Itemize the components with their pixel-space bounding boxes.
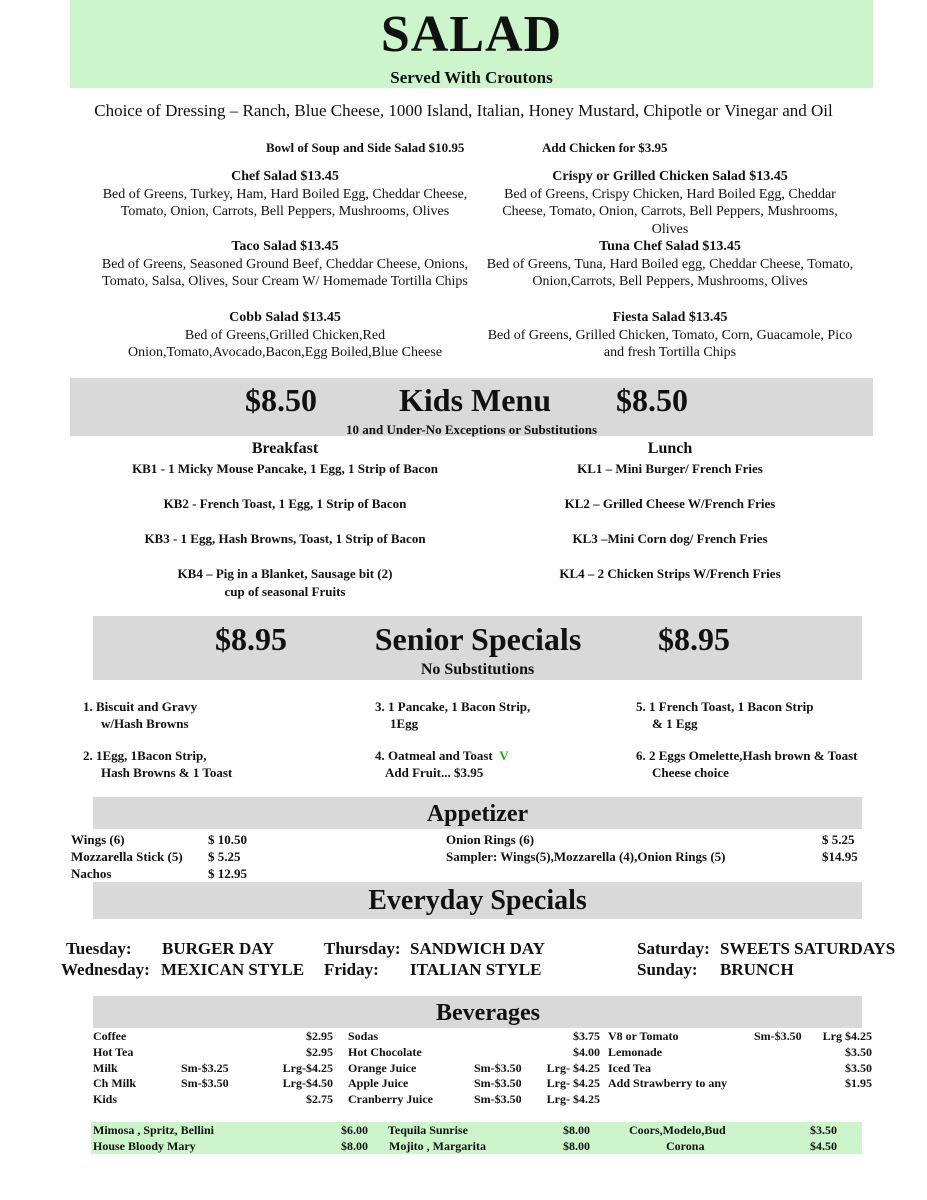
beverage-price: Lrg-$4.50 (282, 1076, 333, 1091)
beverage-price: $2.95 (306, 1029, 333, 1043)
beverage-small-price: Sm-$3.50 (474, 1092, 522, 1107)
beverage-price: Lrg-$4.25 (282, 1060, 333, 1075)
senior-item-4 (375, 747, 615, 781)
special-name: BURGER DAY (162, 939, 275, 958)
beverage-name: Sodas (348, 1029, 379, 1043)
salad-item-chicken (484, 168, 856, 238)
beverage-price: Lrg- $4.25 (546, 1076, 600, 1091)
senior-item-6 (636, 747, 921, 781)
special-day: Saturday: (637, 939, 710, 958)
beverage-small-price: Sm-$3.50 (474, 1060, 522, 1075)
everyday-title: Everyday Specials (368, 885, 587, 916)
beverage-price: $3.50 (845, 1044, 872, 1059)
kids-price-left: $8.50 (245, 382, 317, 418)
kids-breakfast-item-cont: cup of seasonal Fruits (224, 584, 346, 599)
beverage-name: Kids (93, 1092, 118, 1107)
senior-price-left: $8.95 (215, 621, 287, 657)
special-name: SANDWICH DAY (410, 939, 545, 958)
drinks-row (93, 1139, 863, 1155)
special-day: Thursday: (324, 939, 401, 958)
senior-item-3 (375, 698, 615, 732)
kids-note: 10 and Under-No Exceptions or Substitutions (345, 422, 598, 437)
beverage-name: Cranberry Juice (348, 1092, 433, 1107)
salad-item-desc: Bed of Greens, Grilled Chicken, Tomato, Corn, Guacamole, Pico and fresh Tortilla Chips (487, 327, 853, 360)
appetizer-price: $ 10.50 (208, 832, 247, 847)
drink-name: House Bloody Mary (93, 1139, 196, 1153)
kids-breakfast-item: KB3 - 1 Egg, Hash Browns, Toast, 1 Strip of Bacon (144, 531, 426, 546)
add-chicken: Add Chicken for $3.95 (542, 140, 668, 155)
salad-item-name: Crispy or Grilled Chicken Salad $13.45 (552, 169, 788, 184)
senior-item-line: 1. Biscuit and Gravy (83, 699, 198, 714)
kids-breakfast-label: Breakfast (251, 440, 319, 457)
salad-item-name: Chef Salad $13.45 (231, 169, 339, 184)
kids-price-right: $8.50 (616, 382, 688, 418)
special-day: Sunday: (637, 960, 698, 979)
senior-item-line: Hash Browns & 1 Toast (101, 765, 233, 780)
beverage-small-price: Sm-$3.50 (181, 1076, 229, 1091)
beverage-name: V8 or Tomato (608, 1029, 679, 1043)
senior-item-line: & 1 Egg (652, 716, 698, 731)
kids-lunch-label: Lunch (647, 440, 693, 457)
drink-price: $8.00 (563, 1123, 590, 1137)
special-name: ITALIAN STYLE (410, 960, 542, 979)
senior-item-line: 1Egg (390, 716, 419, 731)
kids-breakfast-item: KB1 - 1 Micky Mouse Pancake, 1 Egg, 1 Strip of Bacon (132, 461, 438, 476)
beverage-row (608, 1061, 872, 1077)
kids-lunch-item: KL3 –Mini Corn dog/ French Fries (572, 531, 768, 546)
kids-lunch-item: KL2 – Grilled Cheese W/French Fries (564, 496, 776, 511)
beverage-name: Coffee (93, 1029, 127, 1043)
drink-name: Mimosa , Spritz, Bellini (93, 1123, 214, 1137)
beverage-name: Lemonade (608, 1044, 662, 1059)
drink-name: Corona (666, 1139, 705, 1153)
special-name: BRUNCH (720, 960, 794, 979)
kids-title: Kids Menu (398, 382, 552, 418)
beverage-row (93, 1061, 333, 1077)
beverage-price: Lrg- $4.25 (546, 1060, 600, 1075)
salad-item-chef (100, 168, 470, 221)
salad-item-name: Taco Salad $13.45 (231, 239, 339, 254)
salad-title: SALAD (380, 6, 563, 63)
appetizer-title: Appetizer (426, 801, 529, 827)
salad-item-desc: Bed of Greens, Seasoned Ground Beef, Cheddar Cheese, Onions, Tomato, Salsa, Olives, Sour Cream W/ Homemade Tortilla Chips (101, 256, 469, 289)
senior-item-line: 5. 1 French Toast, 1 Bacon Strip (636, 699, 814, 714)
kids-breakfast-item: KB2 - French Toast, 1 Egg, 1 Strip of Bacon (163, 496, 407, 511)
beverage-price: Lrg- $4.25 (546, 1092, 600, 1107)
vegetarian-mark: V (499, 748, 509, 763)
drink-price: $6.00 (341, 1123, 368, 1137)
drink-name: Coors,Modelo,Bud (629, 1123, 726, 1137)
beverage-row (608, 1076, 872, 1092)
beverage-row (93, 1076, 333, 1092)
drink-name: Tequila Sunrise (388, 1123, 468, 1137)
appetizer-name: Onion Rings (6) (446, 832, 535, 847)
salad-item-desc: Bed of Greens,Grilled Chicken,Red Onion,Tomato,Avocado,Bacon,Egg Boiled,Blue Cheese (127, 327, 443, 360)
beverage-small-price: Sm-$3.25 (181, 1060, 229, 1075)
appetizer-name: Mozzarella Stick (5) (71, 849, 183, 864)
senior-item-1 (83, 698, 353, 732)
senior-item-line: 3. 1 Pancake, 1 Bacon Strip, (375, 699, 531, 714)
beverage-row (348, 1061, 600, 1077)
senior-item-line: Cheese choice (652, 765, 729, 780)
beverage-row (608, 1045, 872, 1061)
senior-item-line: w/Hash Browns (101, 716, 189, 731)
appetizer-name: Wings (6) (71, 832, 125, 847)
special-day: Tuesday: (66, 939, 132, 958)
soup-salad-combo: Bowl of Soup and Side Salad $10.95 (266, 140, 465, 155)
beverage-price: $3.50 (845, 1060, 872, 1075)
beverage-price: $2.75 (306, 1092, 333, 1107)
beverage-name: Hot Tea (93, 1044, 134, 1059)
dressing-choices: Choice of Dressing – Ranch, Blue Cheese, 1000 Island, Italian, Honey Mustard, Chipotle or Vinegar and Oil (94, 101, 833, 120)
appetizer-price: $ 12.95 (208, 866, 247, 881)
senior-item-line: Add Fruit... $3.95 (385, 765, 484, 780)
beverage-row (348, 1076, 600, 1092)
appetizer-price: $ 5.25 (208, 849, 241, 864)
drink-name: Mojito , Margarita (389, 1139, 486, 1153)
beverage-row (348, 1045, 600, 1061)
beverage-name: Iced Tea (608, 1060, 652, 1075)
beverage-price: Lrg $4.25 (822, 1029, 872, 1043)
beverage-col-2 (348, 1029, 600, 1108)
appetizer-name: Nachos (71, 866, 112, 881)
beverage-col-3 (608, 1029, 872, 1092)
beverage-col-1 (93, 1029, 333, 1108)
beverage-row (348, 1092, 600, 1108)
beverage-name: Hot Chocolate (348, 1044, 422, 1059)
drink-price: $3.50 (810, 1123, 837, 1137)
beverage-row (93, 1029, 333, 1045)
drink-price: $4.50 (810, 1139, 837, 1153)
beverage-price: $4.00 (573, 1044, 600, 1059)
drink-price: $8.00 (563, 1139, 590, 1153)
appetizer-price: $14.95 (822, 849, 858, 864)
salad-item-desc: Bed of Greens, Turkey, Ham, Hard Boiled Egg, Cheddar Cheese, Tomato, Onion, Carrots, Bell Peppers, Mushrooms, Olives (102, 186, 468, 219)
kids-lunch-item: KL1 – Mini Burger/ French Fries (577, 461, 763, 476)
senior-item-2 (83, 747, 353, 781)
beverage-price: $3.75 (573, 1029, 600, 1043)
beverage-name: Add Strawberry to any (608, 1076, 727, 1091)
beverage-small-price: Sm-$3.50 (754, 1029, 802, 1043)
senior-item-line (375, 747, 615, 764)
beverage-name: Apple Juice (348, 1076, 409, 1091)
appetizer-name: Sampler: Wings(5),Mozzarella (4),Onion Rings (5) (446, 849, 726, 864)
special-day: Friday: (324, 960, 379, 979)
special-name: SWEETS SATURDAYS (720, 939, 896, 958)
salad-item-name: Tuna Chef Salad $13.45 (599, 239, 741, 254)
salad-item-desc: Bed of Greens, Tuna, Hard Boiled egg, Cheddar Cheese, Tomato, Onion,Carrots, Bell Peppers, Mushrooms, Olives (486, 256, 854, 289)
beverage-price: $2.95 (306, 1044, 333, 1059)
beverage-small-price: Sm-$3.50 (474, 1076, 522, 1091)
beverage-row (93, 1092, 333, 1108)
salad-item-cobb (100, 309, 470, 362)
appetizer-price: $ 5.25 (822, 832, 855, 847)
beverage-row (93, 1045, 333, 1061)
salad-subtitle: Served With Croutons (390, 68, 553, 87)
salad-item-fiesta (484, 309, 856, 362)
senior-price-right: $8.95 (658, 621, 730, 657)
beverages-title: Beverages (436, 1000, 540, 1026)
special-name: MEXICAN STYLE (161, 960, 305, 979)
beverage-name: Orange Juice (348, 1060, 417, 1075)
drink-price: $8.00 (341, 1139, 368, 1153)
beverage-name: Milk (93, 1060, 118, 1075)
special-day: Wednesday: (61, 960, 150, 979)
kids-lunch-item: KL4 – 2 Chicken Strips W/French Fries (559, 566, 781, 581)
beverage-name: Ch Milk (93, 1076, 137, 1091)
salad-item-name: Fiesta Salad $13.45 (612, 310, 728, 325)
senior-note: No Substitutions (420, 661, 535, 678)
salad-item-tuna (484, 238, 856, 291)
kids-breakfast-item: KB4 – Pig in a Blanket, Sausage bit (2) (177, 566, 393, 581)
salad-item-name: Cobb Salad $13.45 (229, 310, 341, 325)
beverage-row (608, 1029, 872, 1045)
beverage-row (348, 1029, 600, 1045)
salad-item-taco (100, 238, 470, 291)
senior-item-line: 6. 2 Eggs Omelette,Hash brown & Toast (636, 748, 858, 763)
beverage-price: $1.95 (845, 1076, 872, 1091)
senior-title: Senior Specials (374, 621, 582, 657)
drinks-row (93, 1123, 863, 1139)
salad-item-desc: Bed of Greens, Crispy Chicken, Hard Boiled Egg, Cheddar Cheese, Tomato, Onion, Carrots, Bell Peppers, Mushrooms, Olives (502, 186, 838, 237)
senior-item-line: 2. 1Egg, 1Bacon Strip, (83, 748, 207, 763)
senior-item-text: 4. Oatmeal and Toast (375, 748, 493, 763)
senior-item-5 (636, 698, 916, 732)
